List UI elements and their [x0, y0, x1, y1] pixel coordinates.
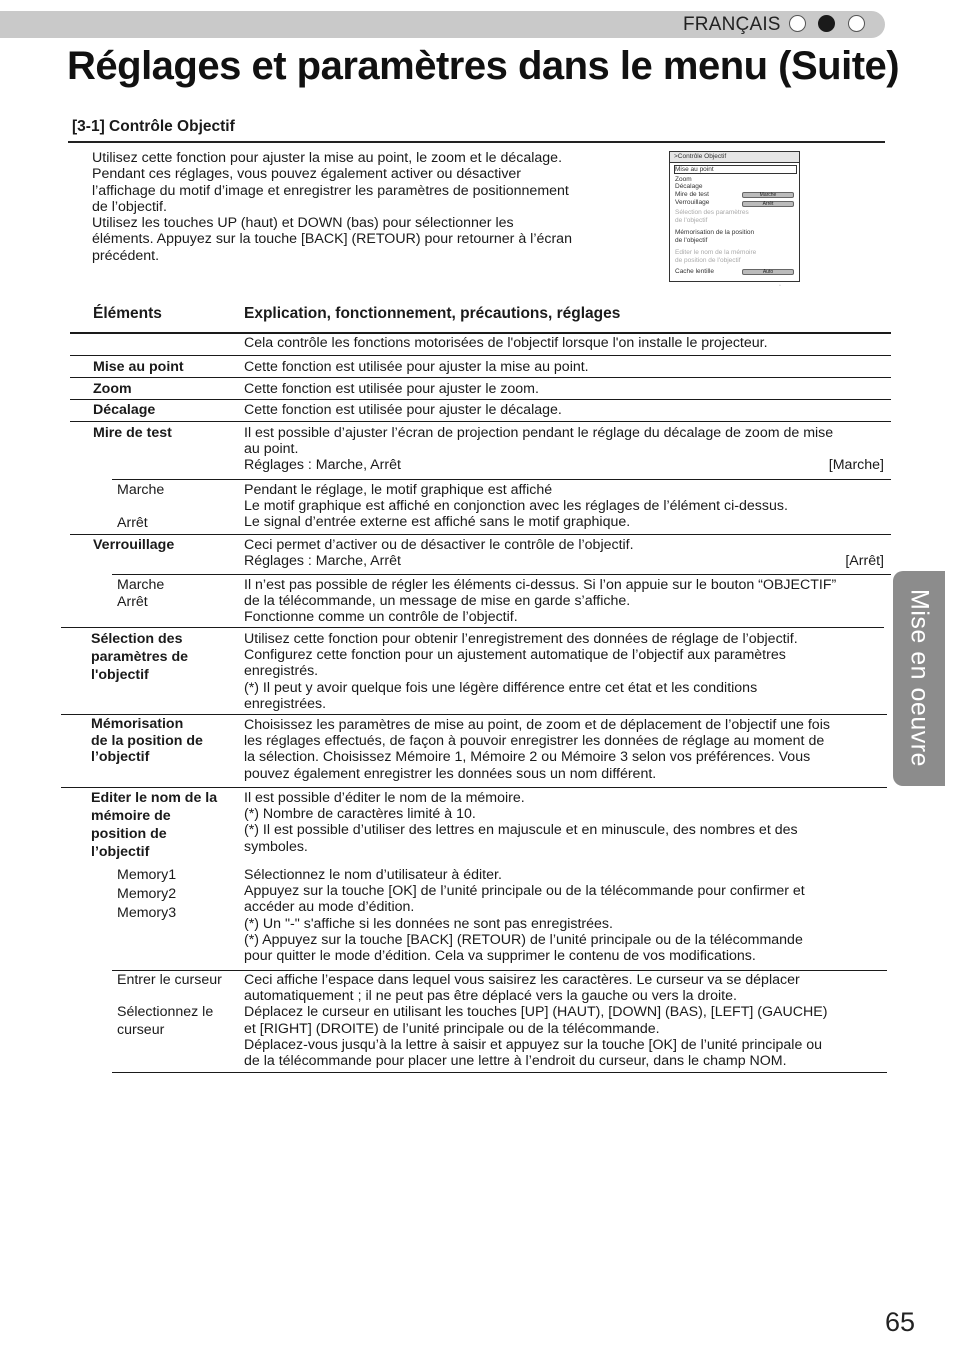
sub-label-arret: Arrêt	[117, 594, 148, 610]
sub-text-memory: Sélectionnez le nom d’utilisateur à éditer. Appuyez sur la touche [OK] de l’unité principale ou de la télécommande pour confirmer et accéder au mode d’édition. (*) Un "-" s'affiche si les données ne sont pas enregistrées. (*) Appuyez sur la touche [BACK] (RETOUR) de l’unité principale ou de la télécommande pour quitter le mode d’édition. Cela va supprimer le contenu de vos modifications.	[244, 867, 805, 965]
intro-line: Pendant ces réglages, vous pouvez également activer ou désactiver	[92, 166, 522, 183]
intro-line: Utilisez cette fonction pour ajuster la mise au point, le zoom et le décalage.	[92, 150, 563, 166]
osd-item: de l'objectif	[675, 217, 708, 224]
osd-value: Marche	[742, 192, 794, 198]
language-indicator-empty-icon	[789, 15, 806, 32]
row-text-mise-au-point: Cette fonction est utilisée pour ajuster la mise au point.	[244, 359, 589, 375]
row-text-zoom: Cette fonction est utilisée pour ajuster le zoom.	[244, 381, 539, 397]
osd-item: Mire de test	[675, 191, 709, 198]
osd-item: Zoom	[675, 176, 692, 183]
osd-item: Editer le nom de la mémoire	[675, 249, 757, 256]
chapter-side-tab	[893, 571, 945, 786]
osd-menu-screenshot	[669, 151, 800, 282]
row-label-mise-au-point: Mise au point	[93, 359, 184, 375]
table-divider	[61, 714, 887, 715]
sub-label-arret: Arrêt	[117, 515, 148, 531]
osd-item: Décalage	[675, 183, 703, 190]
row-text-selection: Utilisez cette fonction pour obtenir l’enregistrement des données de réglage de l’objectif. Configurez cette fonction pour un ajustement automatique de l’objectif aux paramètres enregistrés. (*) Il peut y avoir quelque fois une légère différence entre cet état et les conditions enregistrées.	[244, 631, 798, 712]
sub-label-entrer-curseur: Entrer le curseur	[117, 972, 222, 988]
table-divider	[61, 627, 884, 628]
osd-value: Auto	[742, 269, 794, 275]
table-row-intro: Cela contrôle les fonctions motorisées de l'objectif lorsque l'on installe le projecteur.	[244, 335, 768, 351]
sub-label-marche: Marche	[117, 577, 165, 593]
table-divider	[112, 1072, 887, 1073]
chapter-label: Mise en oeuvre	[905, 589, 934, 767]
default-value: [Arrêt]	[845, 553, 884, 570]
column-header-items: Éléments	[93, 305, 162, 322]
sub-text-mire: Pendant le réglage, le motif graphique est affiché Le motif graphique est affiché en conjonction avec les réglages de l’élément ci-dessus. Le signal d’entrée externe est affiché sans le motif graphique.	[244, 482, 788, 531]
default-value: [Marche]	[828, 457, 884, 474]
intro-line: Utilisez les touches UP (haut) et DOWN (bas) pour sélectionner les	[92, 215, 514, 232]
table-divider	[70, 355, 891, 356]
table-divider	[112, 479, 891, 480]
row-text-memorisation: Choisissez les paramètres de mise au point, de zoom et de déplacement de l’objectif une fois les réglages effectués, de façon à pouvoir enregistrer les données de réglage au moment de la sélection. Choisissez Mémoire 1, Mémoire 2 ou Mémoire 3 selon vos préférences. Vous pouvez également enregistrer les données sous un nom différent.	[244, 717, 830, 782]
row-label-memorisation: Mémorisation de la position de l’objectif	[91, 716, 203, 765]
row-text-editer: Il est possible d’éditer le nom de la mémoire. (*) Nombre de caractères limité à 10. (*) Il est possible d’utiliser des lettres en majuscule et en minuscule, des nombres et des symboles.	[244, 790, 798, 855]
osd-item: Mise au point	[675, 166, 714, 173]
intro-text	[92, 150, 622, 264]
section-divider	[68, 141, 885, 143]
row-label-mire-de-test: Mire de test	[93, 425, 172, 441]
table-divider	[70, 332, 891, 334]
row-text-mire-de-test: Il est possible d’ajuster l’écran de projection pendant le réglage du décalage de zoom de mise au point. Réglages : Marche, Arrêt [Marche]	[244, 425, 884, 474]
table-divider	[112, 574, 891, 575]
osd-item: Sélection des paramètres	[675, 209, 749, 216]
row-label-editer: Editer le nom de la mémoire de position de l’objectif	[91, 790, 218, 860]
intro-line: précédent.	[92, 247, 160, 264]
osd-item: de position de l'objectif	[675, 257, 741, 264]
language-indicator-empty-icon	[848, 15, 865, 32]
table-divider	[70, 421, 891, 422]
sub-label-memory: Memory1 Memory2 Memory3	[117, 867, 177, 921]
row-text-verrouillage: Ceci permet d’activer ou de désactiver le contrôle de l’objectif. Réglages : Marche, Arrêt [Arrêt]	[244, 537, 884, 570]
page-title: Réglages et paramètres dans le menu (Suite)	[67, 44, 900, 88]
section-heading: [3-1] Contrôle Objectif	[72, 118, 235, 135]
osd-item: Cache lentille	[675, 268, 715, 275]
page-number: 65	[885, 1307, 916, 1337]
intro-line: de l’objectif.	[92, 198, 167, 215]
sub-text-verrouillage: Il n’est pas possible de régler les éléments ci-dessus. Si l’on appuie sur le bouton “OBJECTIF” de la télécommande, un message de mise en garde s’affiche. Fonctionne comme un contrôle de l’objectif.	[244, 577, 837, 626]
language-label: FRANÇAIS	[683, 14, 781, 35]
intro-line: l’affichage du motif d’image et enregistrer les paramètres de positionnement	[92, 182, 569, 199]
column-header-explanation: Explication, fonctionnement, précautions, réglages	[244, 305, 621, 322]
osd-value: Arrêt	[742, 201, 794, 207]
row-label-verrouillage: Verrouillage	[93, 537, 175, 553]
table-divider	[70, 399, 891, 400]
row-label-zoom: Zoom	[93, 381, 132, 397]
decorative-mark: ▫	[779, 283, 781, 289]
osd-item: Verrouillage	[675, 199, 710, 206]
sub-label-marche: Marche	[117, 482, 165, 498]
row-text-decalage: Cette fonction est utilisée pour ajuster le décalage.	[244, 402, 562, 418]
sub-text-curseur: Ceci affiche l’espace dans lequel vous saisirez les caractères. Le curseur va se déplacer automatiquement ; il ne peut pas être déplacé vers la gauche ou vers la droite. Déplacez le curseur en utilisant les touches [UP] (HAUT), [DOWN] (BAS), [LEFT] (GAUCHE) et [RIGHT] (DROITE) de l’unité principale ou de la télécommande. Déplacez-vous jusqu’à la lettre à saisir et appuyez sur la touche [OK] de l’unité principale ou de la télécommande pour placer une lettre à l’endroit du curseur, dans le champ NOM.	[244, 972, 828, 1070]
table-divider	[61, 787, 887, 788]
osd-item: de l'objectif	[675, 237, 708, 244]
language-indicator-filled-icon	[818, 15, 835, 32]
sub-label-selectionnez-curseur: Sélectionnez le curseur	[117, 1004, 214, 1038]
table-divider	[112, 970, 887, 971]
table-divider	[70, 534, 891, 535]
table-divider	[70, 377, 891, 378]
osd-item: Mémorisation de la position	[675, 229, 755, 236]
row-label-selection: Sélection des paramètres de l'objectif	[91, 631, 188, 683]
chevron-right-icon: >	[674, 153, 678, 160]
row-label-decalage: Décalage	[93, 402, 156, 418]
osd-title: >Contrôle Objectif	[670, 152, 799, 163]
intro-line: éléments. Appuyez sur la touche [BACK] (RETOUR) pour retourner à l’écran	[92, 231, 572, 248]
